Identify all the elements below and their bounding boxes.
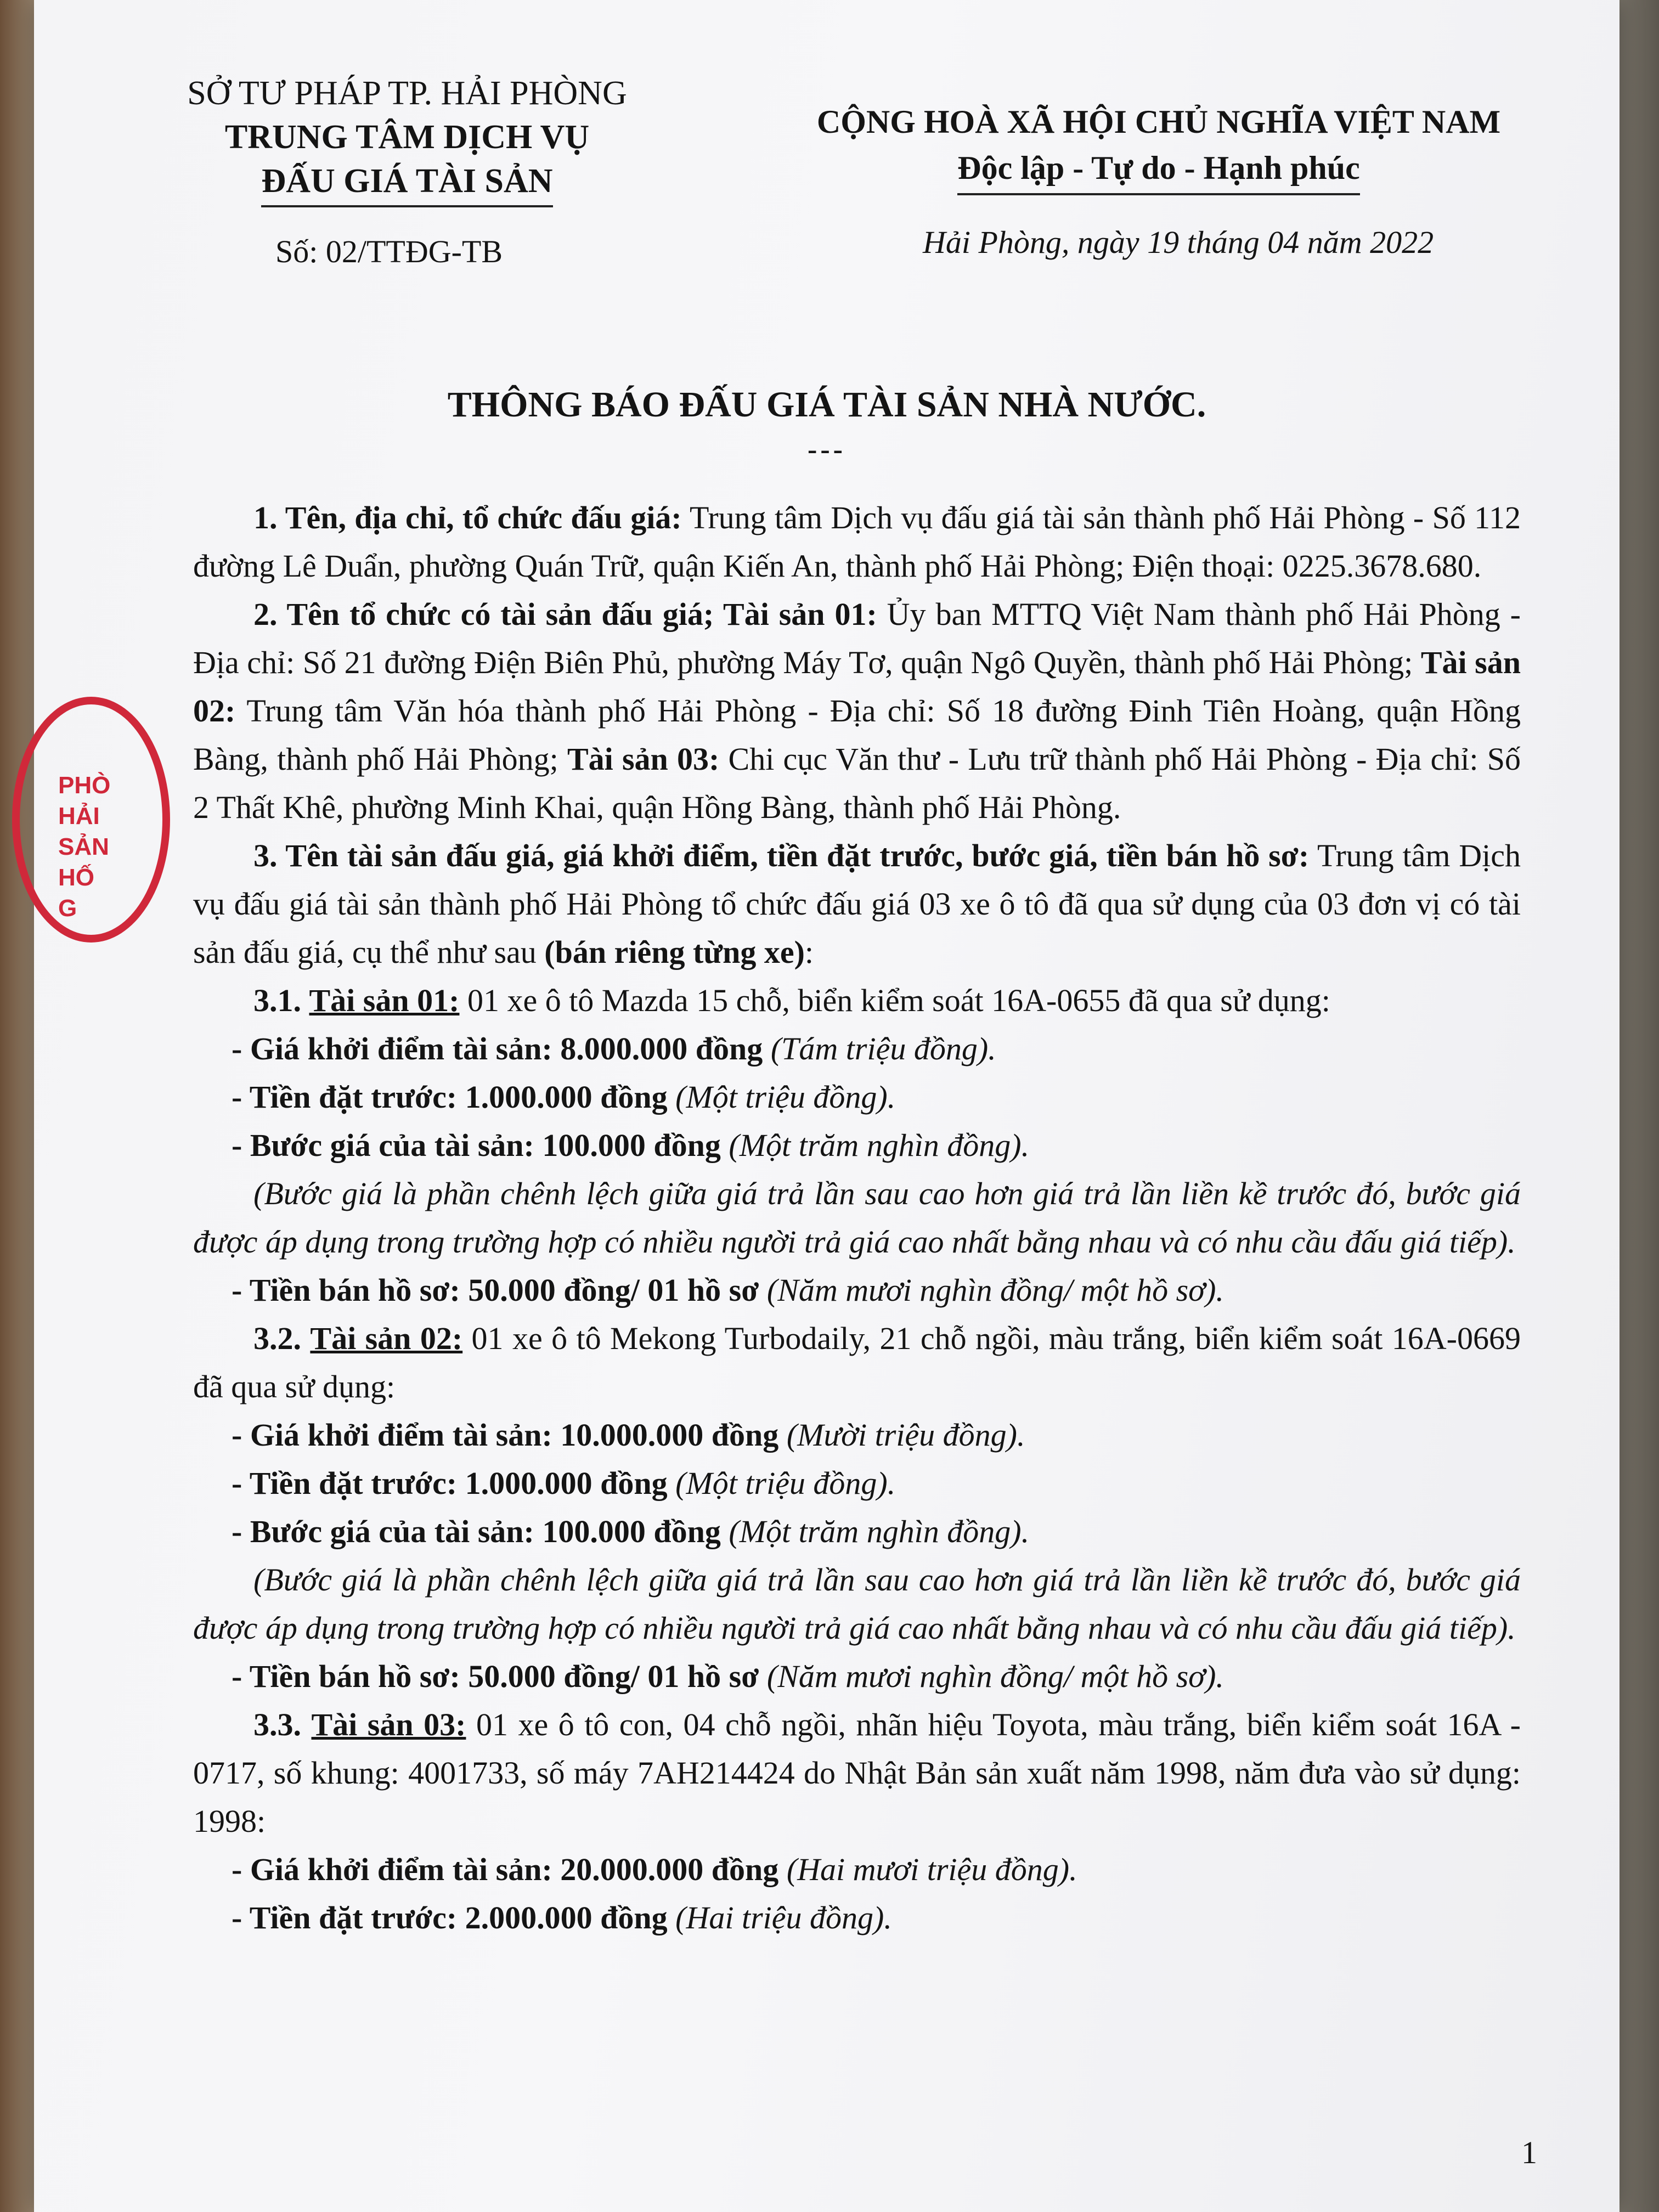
section-2-label: 2. Tên tổ chức có tài sản đấu giá; Tài sản 01:: [253, 596, 877, 632]
country-name: CỘNG HOÀ XÃ HỘI CHỦ NGHĨA VIỆT NAM: [816, 104, 1501, 140]
asset-01-description: 01 xe ô tô Mazda 15 chỗ, biển kiểm soát 16A-0655 đã qua sử dụng:: [459, 983, 1330, 1018]
section-3-sale-mode: (bán riêng từng xe): [544, 934, 805, 970]
section-2-text-3: Chi cục Văn thư - Lưu trữ thành phố Hải Phòng - Địa chỉ: Số 2 Thất Khê, phường Minh Khai, quận Hồng Bàng, thành phố Hải Phòng.: [193, 741, 1521, 825]
asset-02-step-label: - Bước giá của tài sản: 100.000 đồng: [232, 1514, 721, 1549]
section-3-label: 3. Tên tài sản đấu giá, giá khởi điểm, tiền đặt trước, bước giá, tiền bán hồ sơ:: [253, 838, 1310, 873]
title-divider: ---: [808, 434, 846, 465]
asset-02-start-price: [193, 1411, 1521, 1459]
asset-02-deposit-label: - Tiền đặt trước: 1.000.000 đồng: [232, 1465, 668, 1501]
national-header: [775, 99, 1543, 195]
document-body: [193, 494, 1521, 1942]
asset-01-fee-words: (Năm mươi nghìn đồng/ một hồ sơ).: [759, 1272, 1224, 1308]
document-number: Số: 02/TTĐG-TB: [275, 234, 503, 269]
asset-02-step: [193, 1508, 1521, 1556]
asset-01-label: Tài sản 01:: [309, 983, 460, 1018]
asset-03-deposit: [193, 1894, 1521, 1942]
asset-02-heading: [193, 1314, 1521, 1411]
issuer-center: TRUNG TÂM DỊCH VỤ: [224, 119, 590, 156]
asset-03-label: Tài sản 03:: [311, 1707, 466, 1742]
page-number: 1: [1521, 2135, 1537, 2170]
asset-03-description: 01 xe ô tô con, 04 chỗ ngồi, nhãn hiệu Toyota, màu trắng, biển kiểm soát 16A - 0717, số khung: 4001733, số máy 7AH214424 do Nhật Bản sản xuất năm 1998, năm đưa vào sử dụng: 1998:: [193, 1707, 1521, 1839]
asset-02-fee-words: (Năm mươi nghìn đồng/ một hồ sơ).: [759, 1658, 1224, 1694]
issuer-center-line2: ĐẤU GIÁ TÀI SẢN: [261, 159, 552, 207]
asset-03-heading: [193, 1701, 1521, 1846]
asset-01-number: 3.1.: [253, 983, 301, 1018]
asset-01-deposit: [193, 1073, 1521, 1121]
asset-02-note: (Bước giá là phần chênh lệch giữa giá trả lần sau cao hơn giá trả lần liền kề trước đó, bước giá được áp dụng trong trường hợp có nhiều người trả giá cao nhất bằng nhau và có nhu cầu đấu giá tiếp).: [193, 1562, 1521, 1646]
section-1-text: Trung tâm Dịch vụ đấu giá tài sản thành phố Hải Phòng - Số 112 đường Lê Duẩn, phường Quán Trữ, quận Kiến An, thành phố Hải Phòng; Điện thoại: 0225.3678.680.: [193, 500, 1521, 584]
asset-02-fee-label: - Tiền bán hồ sơ: 50.000 đồng/ 01 hồ sơ: [232, 1658, 759, 1694]
section-2-asset-02-label: Tài sản 02:: [193, 645, 1521, 729]
asset-01-fee-label: - Tiền bán hồ sơ: 50.000 đồng/ 01 hồ sơ: [232, 1272, 759, 1308]
section-2: [193, 590, 1521, 832]
asset-03-number: 3.3.: [253, 1707, 301, 1742]
asset-01-step-words: (Một trăm nghìn đồng).: [720, 1127, 1030, 1163]
place-date: Hải Phòng, ngày 19 tháng 04 năm 2022: [923, 224, 1434, 260]
asset-01-heading: [193, 977, 1521, 1025]
asset-03-deposit-label: - Tiền đặt trước: 2.000.000 đồng: [232, 1900, 668, 1936]
asset-02-start-price-words: (Mười triệu đồng).: [778, 1417, 1025, 1453]
section-3-text: Trung tâm Dịch vụ đấu giá tài sản thành phố Hải Phòng tổ chức đấu giá 03 xe ô tô đã qua sử dụng của 03 đơn vị có tài sản đấu giá, cụ thể như sau: [193, 838, 1521, 970]
asset-03-start-price: [193, 1846, 1521, 1894]
asset-02-step-words: (Một trăm nghìn đồng).: [720, 1514, 1030, 1549]
document-title: THÔNG BÁO ĐẤU GIÁ TÀI SẢN NHÀ NƯỚC.: [447, 385, 1206, 425]
asset-01-fee: [193, 1266, 1521, 1314]
asset-01-start-price-label: - Giá khởi điểm tài sản: 8.000.000 đồng: [232, 1031, 763, 1066]
national-motto: Độc lập - Tự do - Hạnh phúc: [957, 145, 1359, 195]
asset-03-deposit-words: (Hai triệu đồng).: [667, 1900, 892, 1936]
section-3-colon: :: [804, 934, 814, 970]
asset-01-note: (Bước giá là phần chênh lệch giữa giá trả lần sau cao hơn giá trả lần liền kề trước đó, bước giá được áp dụng trong trường hợp có nhiều người trả giá cao nhất bằng nhau và có nhu cầu đấu giá tiếp).: [193, 1176, 1521, 1260]
asset-01-step: [193, 1121, 1521, 1170]
asset-02-label: Tài sản 02:: [310, 1321, 463, 1356]
background-left: [0, 0, 38, 2212]
section-1-label: 1. Tên, địa chỉ, tổ chức đấu giá:: [253, 500, 682, 535]
red-seal-stamp: [12, 697, 170, 943]
asset-03-start-price-label: - Giá khởi điểm tài sản: 20.000.000 đồng: [232, 1852, 779, 1887]
asset-01-deposit-words: (Một triệu đồng).: [667, 1079, 896, 1115]
asset-01-step-label: - Bước giá của tài sản: 100.000 đồng: [232, 1127, 721, 1163]
section-1: [193, 494, 1521, 590]
asset-02-deposit: [193, 1459, 1521, 1508]
asset-02-start-price-label: - Giá khởi điểm tài sản: 10.000.000 đồng: [232, 1417, 779, 1453]
section-2-asset-03-label: Tài sản 03:: [567, 741, 720, 777]
asset-02-deposit-words: (Một triệu đồng).: [667, 1465, 896, 1501]
asset-02-fee: [193, 1652, 1521, 1701]
section-2-text-1: Ủy ban MTTQ Việt Nam thành phố Hải Phòng - Địa chỉ: Số 21 đường Điện Biên Phủ, phường Máy Tơ, quận Ngô Quyền, thành phố Hải Phòng;: [193, 596, 1521, 680]
document-page: [34, 0, 1620, 2212]
issuer-department: SỞ TƯ PHÁP TP. HẢI PHÒNG: [187, 75, 627, 112]
issuer-header: [133, 71, 681, 207]
asset-01-start-price-words: (Tám triệu đồng).: [763, 1031, 996, 1066]
asset-01-deposit-label: - Tiền đặt trước: 1.000.000 đồng: [232, 1079, 668, 1115]
section-2-text-2: Trung tâm Văn hóa thành phố Hải Phòng - Địa chỉ: Số 18 đường Đinh Tiên Hoàng, quận Hồng Bàng, thành phố Hải Phòng;: [193, 693, 1521, 777]
section-3: [193, 832, 1521, 977]
stamp-lettering: PHÒ HẢI SẢN HỐ G: [58, 772, 111, 922]
asset-03-start-price-words: (Hai mươi triệu đồng).: [778, 1852, 1077, 1887]
asset-02-number: 3.2.: [253, 1321, 301, 1356]
asset-02-description: 01 xe ô tô Mekong Turbodaily, 21 chỗ ngồi, màu trắng, biển kiểm soát 16A-0669 đã qua sử dụng:: [193, 1321, 1521, 1404]
asset-01-start-price: [193, 1025, 1521, 1073]
